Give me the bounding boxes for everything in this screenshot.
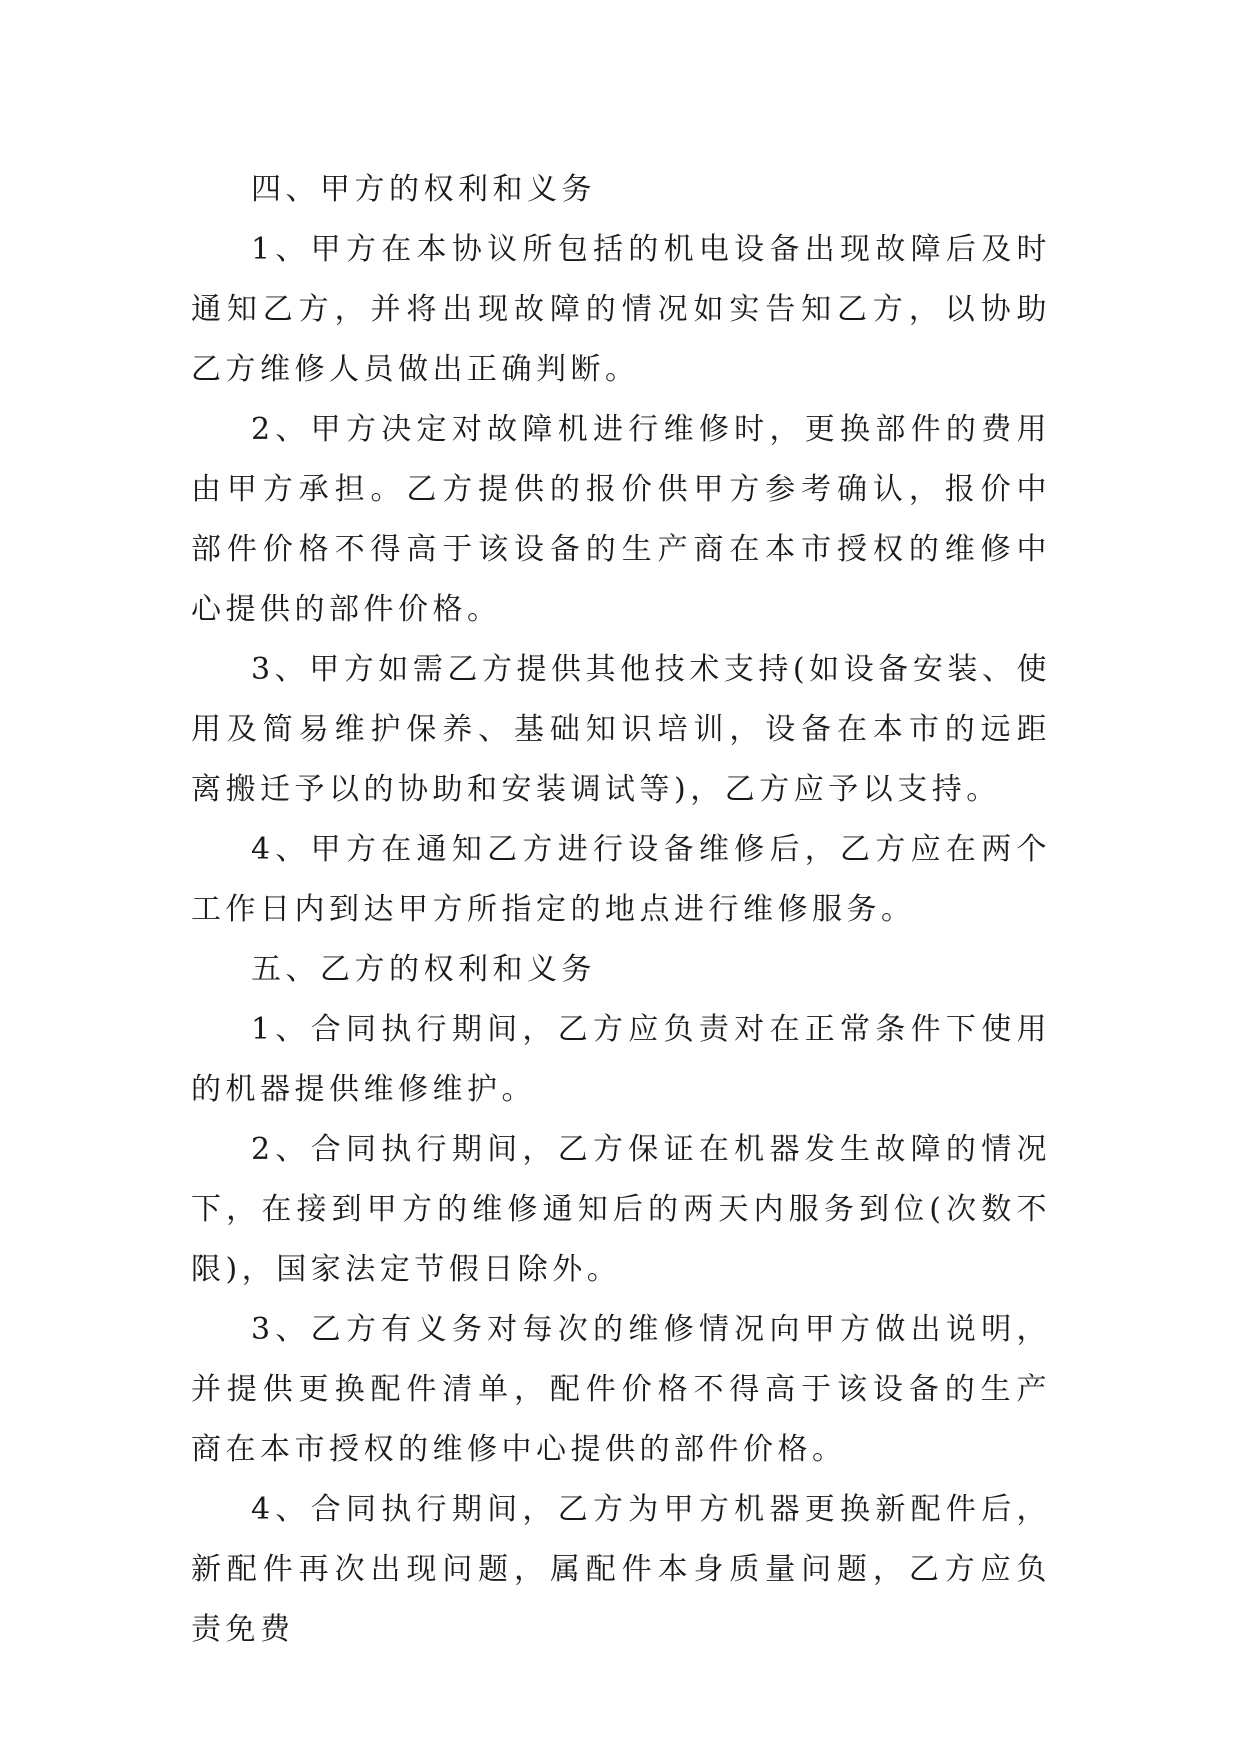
paragraph: 3、甲方如需乙方提供其他技术支持(如设备安装、使用及简易维护保养、基础知识培训，设备在本市的远距离搬迁予以的协助和安装调试等)，乙方应予以支持。 bbox=[191, 652, 1051, 807]
paragraph: 3、乙方有义务对每次的维修情况向甲方做出说明，并提供更换配件清单，配件价格不得高于该设备的生产商在本市授权的维修中心提供的部件价格。 bbox=[191, 1312, 1051, 1467]
paragraph: 4、合同执行期间，乙方为甲方机器更换新配件后，新配件再次出现问题，属配件本身质量问题，乙方应负责免费 bbox=[191, 1492, 1051, 1647]
document-body bbox=[191, 160, 1051, 1660]
paragraph: 2、甲方决定对故障机进行维修时，更换部件的费用由甲方承担。乙方提供的报价供甲方参考确认，报价中部件价格不得高于该设备的生产商在本市授权的维修中心提供的部件价格。 bbox=[191, 412, 1051, 627]
paragraph: 2、合同执行期间，乙方保证在机器发生故障的情况下，在接到甲方的维修通知后的两天内服务到位(次数不限)，国家法定节假日除外。 bbox=[191, 1132, 1051, 1287]
paragraph: 4、甲方在通知乙方进行设备维修后，乙方应在两个工作日内到达甲方所指定的地点进行维修服务。 bbox=[191, 832, 1051, 927]
paragraph: 1、甲方在本协议所包括的机电设备出现故障后及时通知乙方，并将出现故障的情况如实告知乙方，以协助乙方维修人员做出正确判断。 bbox=[191, 232, 1051, 387]
section-heading-rights-party-a: 四、甲方的权利和义务 bbox=[251, 172, 596, 207]
section-heading-rights-party-b: 五、乙方的权利和义务 bbox=[251, 952, 596, 987]
paragraph: 1、合同执行期间，乙方应负责对在正常条件下使用的机器提供维修维护。 bbox=[191, 1012, 1051, 1107]
